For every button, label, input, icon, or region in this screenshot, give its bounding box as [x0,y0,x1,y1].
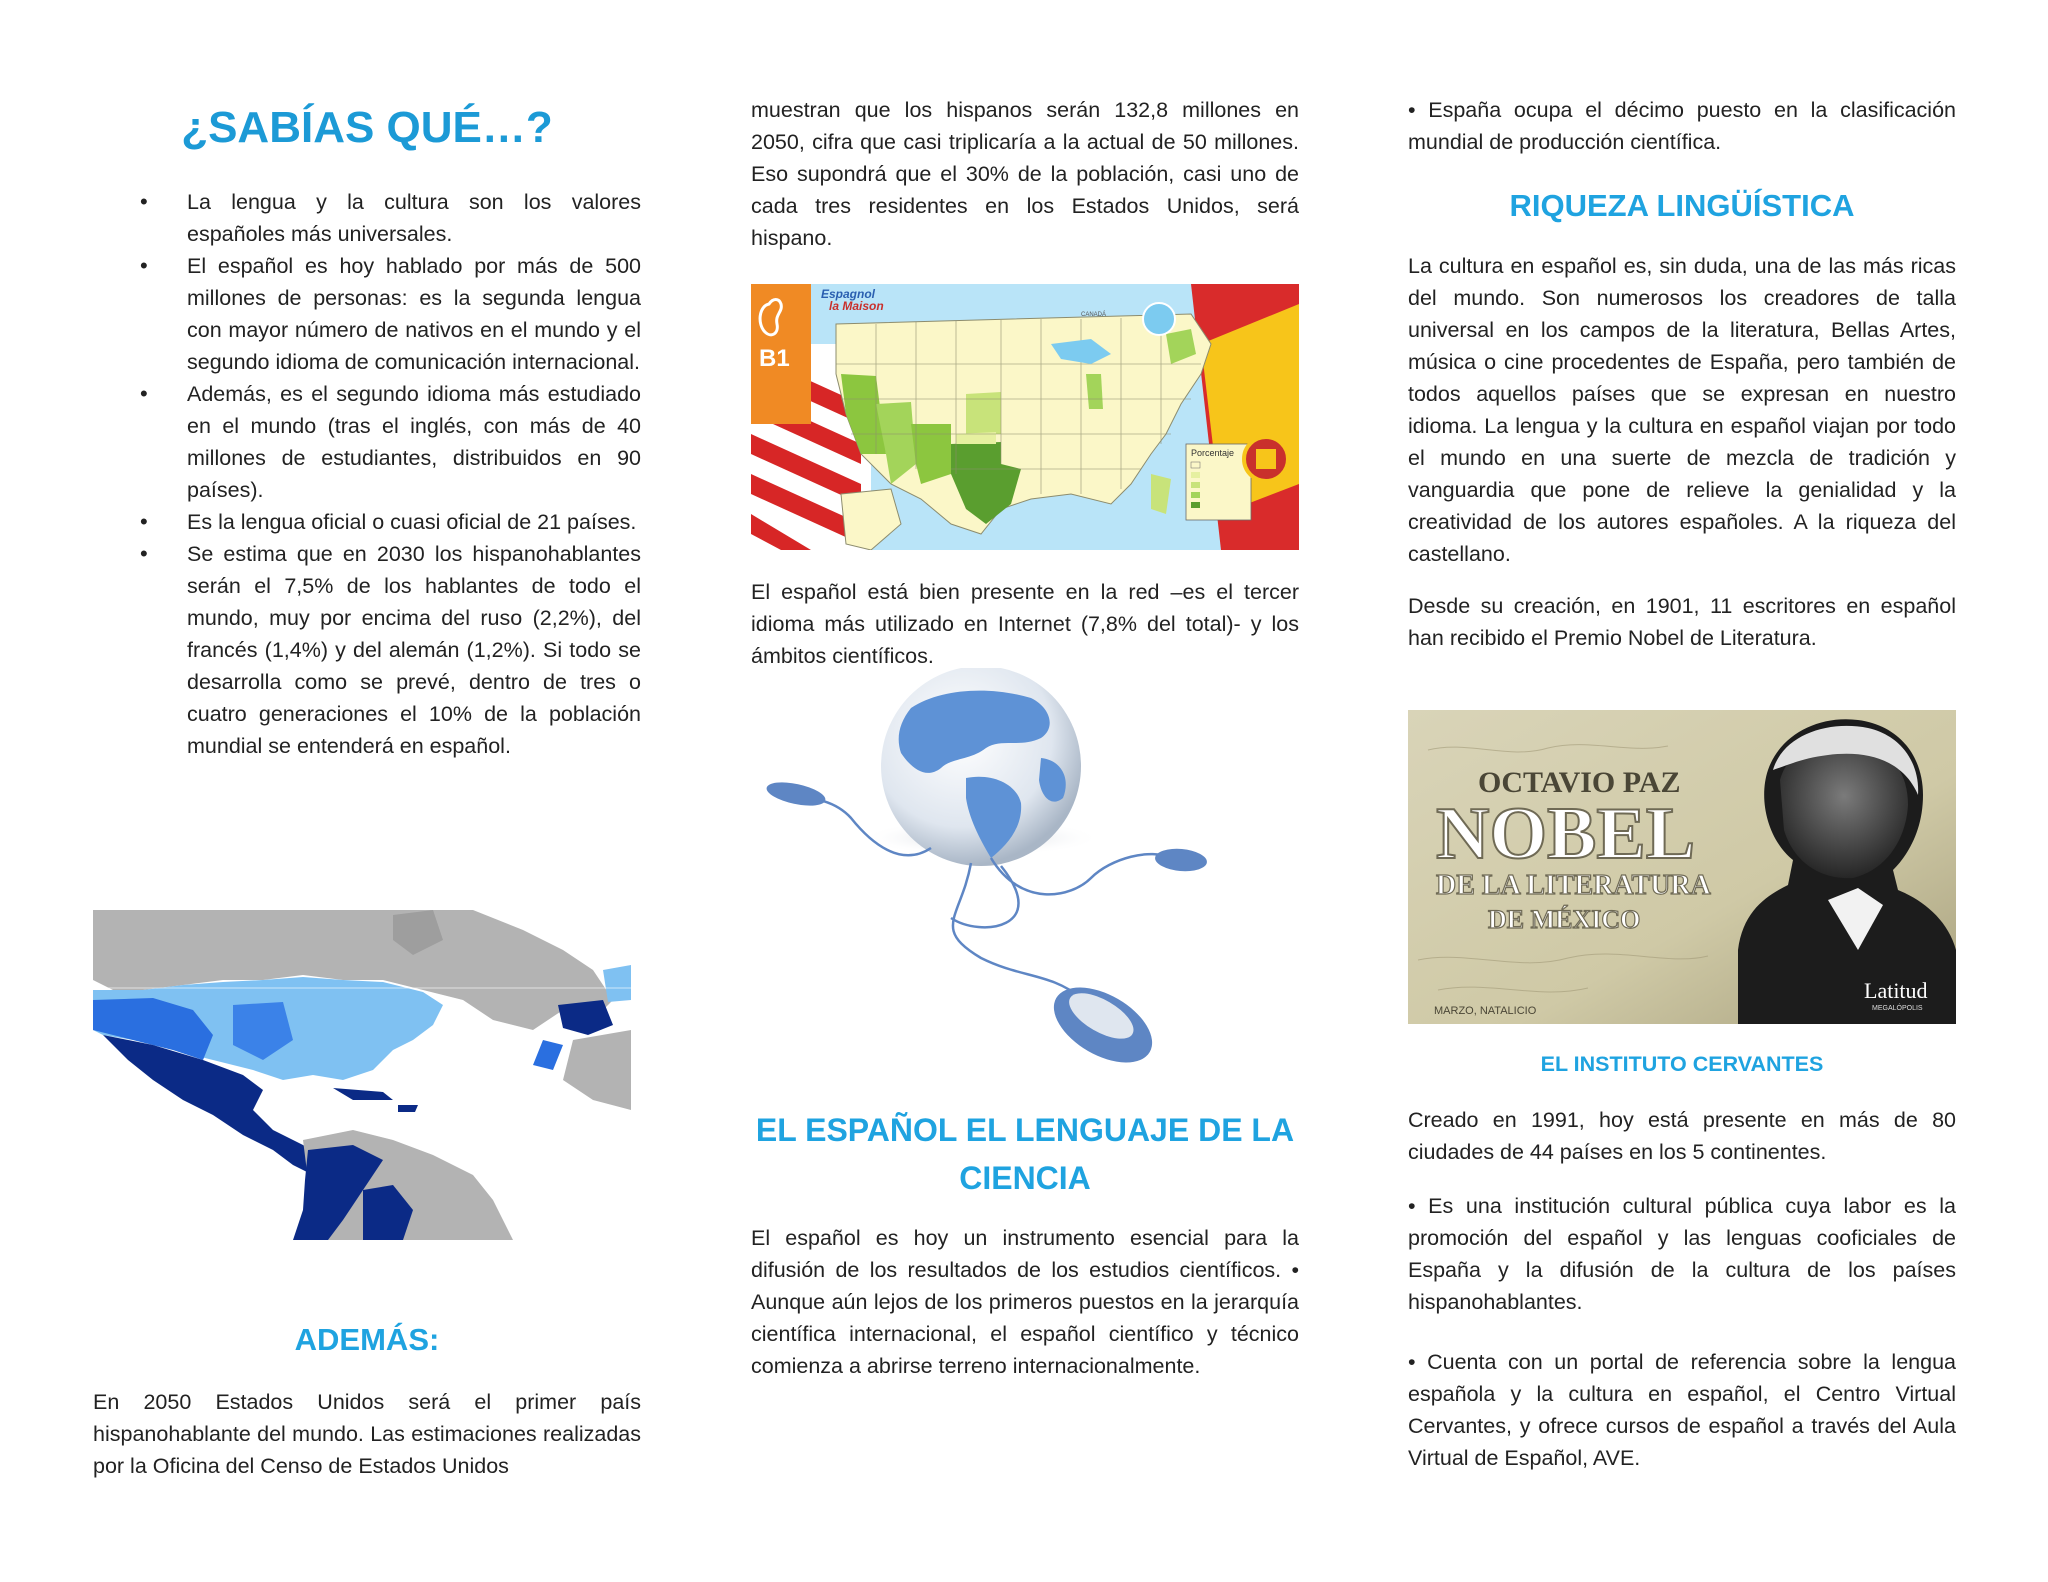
fact-item: • Se estima que en 2030 los hispanohablantes serán el 7,5% de los hablantes de todo el mundo, muy por encima del ruso (2,2%), del francés (1,4%) y del alemán (1,2%). Si todo se desarrolla como se prevé, dentro de tres o cuatro generaciones el 10% de la población mundial se entenderá en español. [187,538,641,762]
nobel-paragraph: Desde su creación, en 1901, 11 escritores en español han recibido el Premio Nobel de Literatura. [1408,594,1956,650]
produccion-cientifica-paragraph: • España ocupa el décimo puesto en la clasificación mundial de producción científica. [1408,98,1956,154]
cervantes-paragraph-3: • Cuenta con un portal de referencia sobre la lengua española y la cultura en español, el Centro Virtual Cervantes, y ofrece cursos de español a través del Aula Virtual de Español, AVE. [1408,1350,1956,1470]
fact-item: • Además, es el segundo idioma más estudiado en el mundo (tras el inglés, con más de 40 millones de estudiantes, distribuidos en 90 países). [187,378,641,506]
cervantes-paragraph-2: • Es una institución cultural pública cuya labor es la promoción del español y las lenguas cooficiales de España y la difusión de la cultura de los países hispanohablantes. [1408,1194,1956,1314]
fact-item: • Es la lengua oficial o cuasi oficial de 21 países. [187,506,641,538]
latitud-logo: Latitud [1864,978,1928,1003]
map-legend-title: Porcentaje [1191,448,1235,458]
ciencia-paragraph: El español es hoy un instrumento esencial para la difusión de los resultados de los estudios científicos. • Aunque aún lejos de los primeros puestos en la jerarquía científica internacional, el español científico y técnico comienza a abrirse terreno internacionalmente. [751,1226,1299,1378]
globe-mouse-image [751,668,1299,1088]
map-logo-line2: la Maison [829,299,884,313]
cervantes-paragraph-1: Creado en 1991, hoy está presente en más de 80 ciudades de 44 países en los 5 continentes. [1408,1108,1956,1164]
americas-spanish-map-image [93,910,631,1240]
nobel-author-note: MARZO, NATALICIO [1434,1005,1537,1017]
octavio-paz-nobel-image [1408,710,1956,1024]
usa-hispanic-map-image [751,284,1299,550]
fact-item: • El español es hoy hablado por más de 500 millones de personas: es la segunda lengua con mayor número de nativos en el mundo y el segundo idioma de comunicación internacional. [187,250,641,378]
nobel-name-line: OCTAVIO PAZ [1478,766,1681,799]
nobel-big-title: NOBEL [1436,793,1696,875]
title-ademas: ADEMÁS: [294,1322,440,1357]
nobel-subtitle-line1: DE LA LITERATURA [1436,870,1711,901]
internet-paragraph: El español está bien presente en la red –es el tercer idioma más utilizado en Internet (7,8% del total)- y los ámbitos científicos. [751,580,1299,668]
map-label-canada: CANADÁ [1081,312,1107,318]
title-sabias-que: ¿SABÍAS QUÉ…? [181,103,553,152]
title-riqueza-linguistica: RIQUEZA LINGÜÍSTICA [1509,188,1855,223]
ademas-paragraph: En 2050 Estados Unidos será el primer país hispanohablante del mundo. Las estimaciones realizadas por la Oficina del Censo de Estados Unidos [93,1390,641,1478]
facts-list [93,186,641,762]
nobel-subtitle-line2: DE MÉXICO [1488,905,1641,934]
map-level-label: B1 [759,345,790,372]
title-lenguaje-ciencia: EL ESPAÑOL EL LENGUAJE DE LA CIENCIA [755,1112,1295,1196]
map-logo-line1: Espagnol [821,287,876,301]
fact-item: • La lengua y la cultura son los valores españoles más universales. [187,186,641,250]
latitud-logo-sub: MEGALÓPOLIS [1872,1005,1923,1012]
census-continuation-paragraph: muestran que los hispanos serán 132,8 millones en 2050, cifra que casi triplicaría a la actual de 50 millones. Eso supondrá que el 30% de la población, casi uno de cada tres residentes en los Estados Unidos, será hispano. [751,98,1299,250]
title-instituto-cervantes: EL INSTITUTO CERVANTES [1540,1052,1824,1076]
riqueza-paragraph: La cultura en español es, sin duda, una de las más ricas del mundo. Son numerosos los creadores de talla universal en los campos de la literatura, Bellas Artes, música o cine procedentes de España, pero también de todos aquellos países que se expresan en nuestro idioma. La lengua y la cultura en español viajan por todo el mundo en una suerte de mezcla de tradición y vanguardia que pone de relieve la genialidad y la creatividad de los autores españoles. A la riqueza del castellano. [1408,254,1956,566]
